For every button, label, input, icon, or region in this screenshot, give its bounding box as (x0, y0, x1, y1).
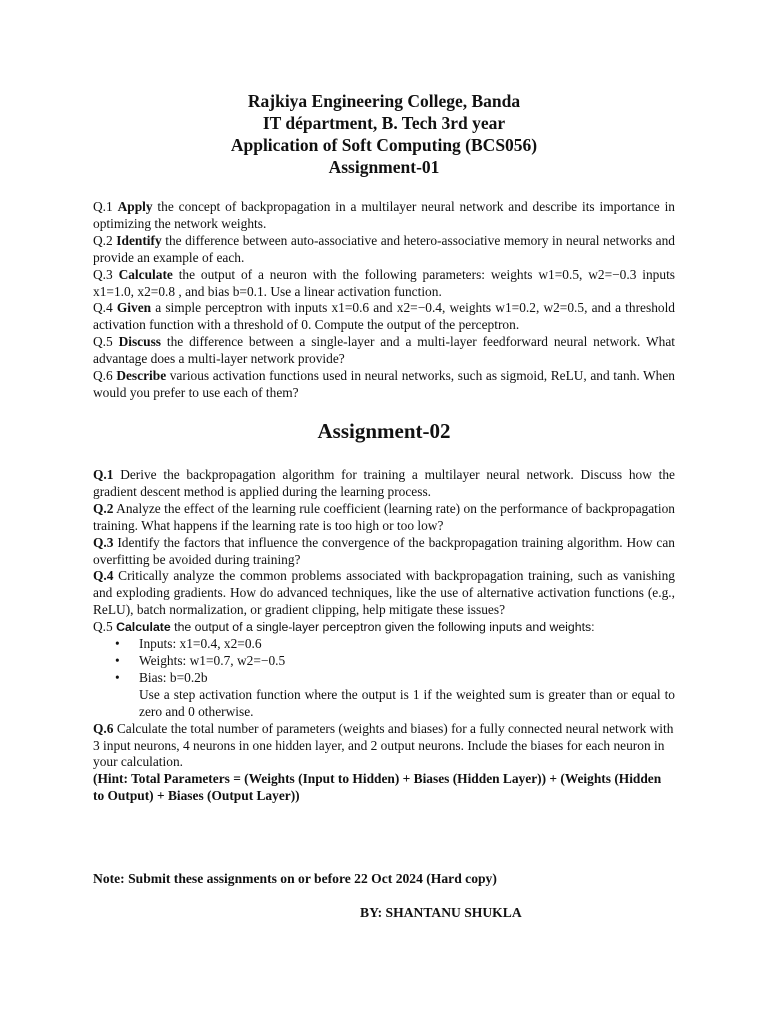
a1-question (93, 199, 675, 233)
a1-question (93, 368, 675, 402)
question-text: Identify the factors that influence the convergence of the backpropagation training algorithm. How can overfitting be avoided during training? (93, 534, 675, 567)
assignment2-questions (93, 467, 675, 805)
list-item: • Weights: w1=0.7, w2=−0.5 (93, 653, 675, 670)
a1-question (93, 233, 675, 267)
a2-question (93, 467, 675, 501)
a2-question (93, 568, 675, 619)
q5-bullet-list (93, 636, 675, 687)
q5-note: Use a step activation function where the output is 1 if the weighted sum is greater than or equal to zero and 0 otherwise. (139, 686, 675, 719)
question-verb: Discuss (118, 334, 161, 350)
question-text: the difference between a single-layer and a multi-layer feedforward neural network. What advantage does a multi-layer network provide? (93, 334, 676, 367)
question-number: Q.6 (93, 368, 117, 384)
a2-question (93, 535, 675, 569)
assignment1-title: Assignment-01 (328, 157, 440, 177)
document-header (0, 90, 768, 178)
question-verb: Calculate (118, 266, 173, 282)
a2-question-5 (93, 619, 675, 636)
course-title: Application of Soft Computing (BCS056) (230, 135, 538, 155)
question-number: Q.1 (93, 467, 114, 482)
a1-question (93, 300, 675, 334)
department-line: IT départment, B. Tech 3rd year (262, 113, 506, 133)
question-text: various activation functions used in neural networks, such as sigmoid, ReLU, and tanh. When would you prefer to use each of them? (93, 368, 675, 400)
question-text: the output of a neuron with the following parameters: weights w1=0.5, w2=−0.3 inputs x1=1.0, x2=0.8 , and bias b=0.1. Use a linear activation function. (93, 266, 675, 299)
question-verb: Describe (116, 368, 167, 384)
question-number: Q.5 (93, 619, 117, 635)
a2-question (93, 501, 675, 535)
question-text: Calculate the total number of parameters (weights and biases) for a fully connected neural network with 3 input neurons, 4 neurons in one hidden layer, and 2 output neurons. Include the biases for each neuron in your calculation. (93, 720, 674, 770)
question-text: Derive the backpropagation algorithm for training a multilayer neural network. Discuss how the gradient descent method is applied during the learning process. (93, 467, 675, 499)
list-item: • Inputs: x1=0.4, x2=0.6 (93, 636, 675, 653)
submission-note: Note: Submit these assignments on or before 22 Oct 2024 (Hard copy) (93, 871, 497, 886)
question-text: a simple perceptron with inputs x1=0.6 and x2=−0.4, weights w1=0.2, w2=0.5, and a threshold activation function with a threshold of 0. Compute the output of the perceptron. (93, 300, 676, 333)
question-text: the output of a single-layer perceptron given the following inputs and weights: (170, 620, 595, 635)
question-number: Q.2 (93, 232, 117, 248)
question-number: Q.4 (93, 568, 114, 584)
question-verb: Apply (117, 199, 153, 214)
question-text: Analyze the effect of the learning rule coefficient (learning rate) on the performance of backpropagation training. What happens if the learning rate is too high or too low? (93, 500, 675, 533)
author-line: BY: SHANTANU SHUKLA (360, 905, 522, 920)
question-number: Q.2 (93, 500, 114, 516)
a1-question (93, 267, 675, 301)
question-text: the concept of backpropagation in a multilayer neural network and describe its importance in optimizing the network weights. (93, 199, 675, 231)
q6-hint: (Hint: Total Parameters = (Weights (Input to Hidden) + Biases (Hidden Layer)) + (Weights (Hidden to Output) + Biases (Output Layer)) (93, 771, 662, 804)
assignment2-title: Assignment-02 (317, 419, 451, 443)
question-verb: Identify (116, 232, 162, 248)
question-text: the difference between auto-associative and hetero-associative memory in neural networks and provide an example of each. (93, 232, 676, 265)
assignment1-questions (93, 199, 675, 402)
question-number: Q.5 (93, 334, 119, 350)
question-number: Q.3 (93, 534, 114, 550)
list-item: • Bias: b=0.2b (93, 670, 675, 687)
question-verb: Given (116, 300, 152, 316)
question-text: Critically analyze the common problems associated with backpropagation training, such as vanishing and exploding gradients. How do advanced techniques, like the use of alternative activation functions (e.g., ReLU), batch normalization, or gradient clipping, help mitigate these issues? (93, 568, 675, 618)
a1-question (93, 334, 675, 368)
question-number: Q.1 (93, 199, 118, 214)
a2-question-6 (93, 721, 675, 772)
question-verb: Calculate (116, 620, 171, 635)
question-number: Q.4 (93, 300, 117, 316)
question-number: Q.3 (93, 266, 119, 282)
question-number: Q.6 (93, 720, 114, 736)
college-name: Rajkiya Engineering College, Banda (247, 91, 521, 111)
